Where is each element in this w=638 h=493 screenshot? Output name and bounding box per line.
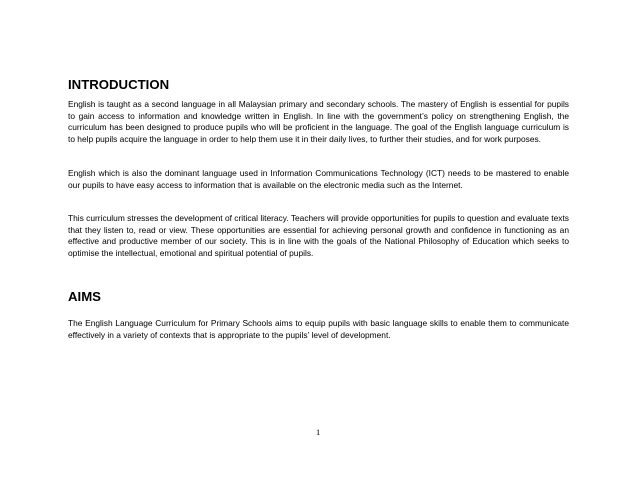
introduction-heading: INTRODUCTION xyxy=(68,77,170,92)
aims-heading: AIMS xyxy=(68,289,101,304)
introduction-paragraph-2: English which is also the dominant language used in Information Communications Technology (ICT) needs to be mastered to enable our pupils to have easy access to information that is available on the electronic media such as the Internet. xyxy=(68,168,569,190)
introduction-paragraph-1: English is taught as a second language in all Malaysian primary and secondary schools. The mastery of English is essential for pupils to gain access to information and knowledge written in English. In line with the government’s policy on strengthening English, the curriculum has been designed to produce pupils who will be proficient in the language. The goal of the English language curriculum is to help pupils acquire the language in order to help them use it in their daily lives, to further their studies, and for work purposes. xyxy=(68,99,569,145)
aims-paragraph-1: The English Language Curriculum for Primary Schools aims to equip pupils with basic language skills to enable them to communicate effectively in a variety of contexts that is appropriate to the pupils’ level of development. xyxy=(68,318,569,340)
page-number: 1 xyxy=(316,428,321,437)
introduction-paragraph-3: This curriculum stresses the development of critical literacy. Teachers will provide opportunities for pupils to question and evaluate texts that they listen to, read or view. These opportunities are essential for achieving personal growth and confidence in functioning as an effective and productive member of our society. This is in line with the goals of the National Philosophy of Education which seeks to optimise the intellectual, emotional and spiritual potential of pupils. xyxy=(68,213,569,259)
document-page xyxy=(68,0,569,493)
